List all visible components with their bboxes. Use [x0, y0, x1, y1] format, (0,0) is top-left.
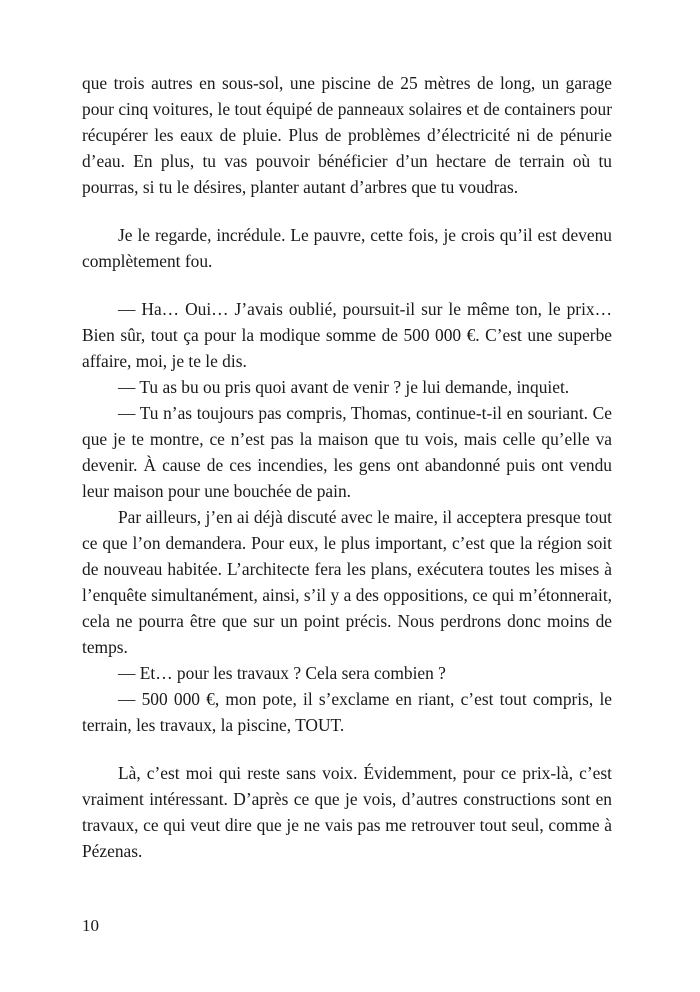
body-text [82, 70, 612, 864]
paragraph-dialogue: — Et… pour les travaux ? Cela sera combien ? [118, 663, 446, 683]
paragraph-dialogue: Par ailleurs, j’en ai déjà discuté avec le maire, il acceptera presque tout ce que l’on demandera. Pour eux, le plus important, c’est que la région soit de nouveau habitée. L’architecte fera les plans, exécutera toutes les mises à l’enquête simultanément, ainsi, s’il y a des oppositions, ce qui m’étonnerait, cela ne pourra être que sur un point précis. Nous perdrons donc moins de temps. [82, 507, 612, 657]
paragraph-narration: Je le regarde, incrédule. Le pauvre, cette fois, je crois qu’il est devenu complètement fou. [82, 225, 612, 271]
paragraph-dialogue: — Tu n’as toujours pas compris, Thomas, continue-t-il en souriant. Ce que je te montre, ce n’est pas la maison que tu vois, mais celle qu’elle va devenir. À cause de ces incendies, les gens ont abandonné puis ont vendu leur maison pour une bouchée de pain. [82, 403, 612, 501]
paragraph-dialogue: — Tu as bu ou pris quoi avant de venir ? je lui demande, inquiet. [118, 377, 570, 397]
paragraph-continuation: que trois autres en sous-sol, une piscine de 25 mètres de long, un garage pour cinq voitures, le tout équipé de panneaux solaires et de containers pour récupérer les eaux de pluie. Plus de problèmes d’électricité ni de pénurie d’eau. En plus, tu vas pouvoir bénéficier d’un hectare de terrain où tu pourras, si tu le désires, planter autant d’arbres que tu voudras. [82, 73, 612, 197]
paragraph-dialogue: — 500 000 €, mon pote, il s’exclame en riant, c’est tout compris, le terrain, les travaux, la piscine, TOUT. [82, 689, 612, 735]
paragraph-narration: Là, c’est moi qui reste sans voix. Évidemment, pour ce prix-là, c’est vraiment intéressant. D’après ce que je vois, d’autres constructions sont en travaux, ce qui veut dire que je ne vais pas me retrouver tout seul, comme à Pézenas. [82, 763, 612, 861]
page-number: 10 [82, 916, 99, 935]
paragraph-dialogue: — Ha… Oui… J’avais oublié, poursuit-il sur le même ton, le prix… Bien sûr, tout ça pour la modique somme de 500 000 €. C’est une superbe affaire, moi, je te le dis. [82, 299, 612, 371]
